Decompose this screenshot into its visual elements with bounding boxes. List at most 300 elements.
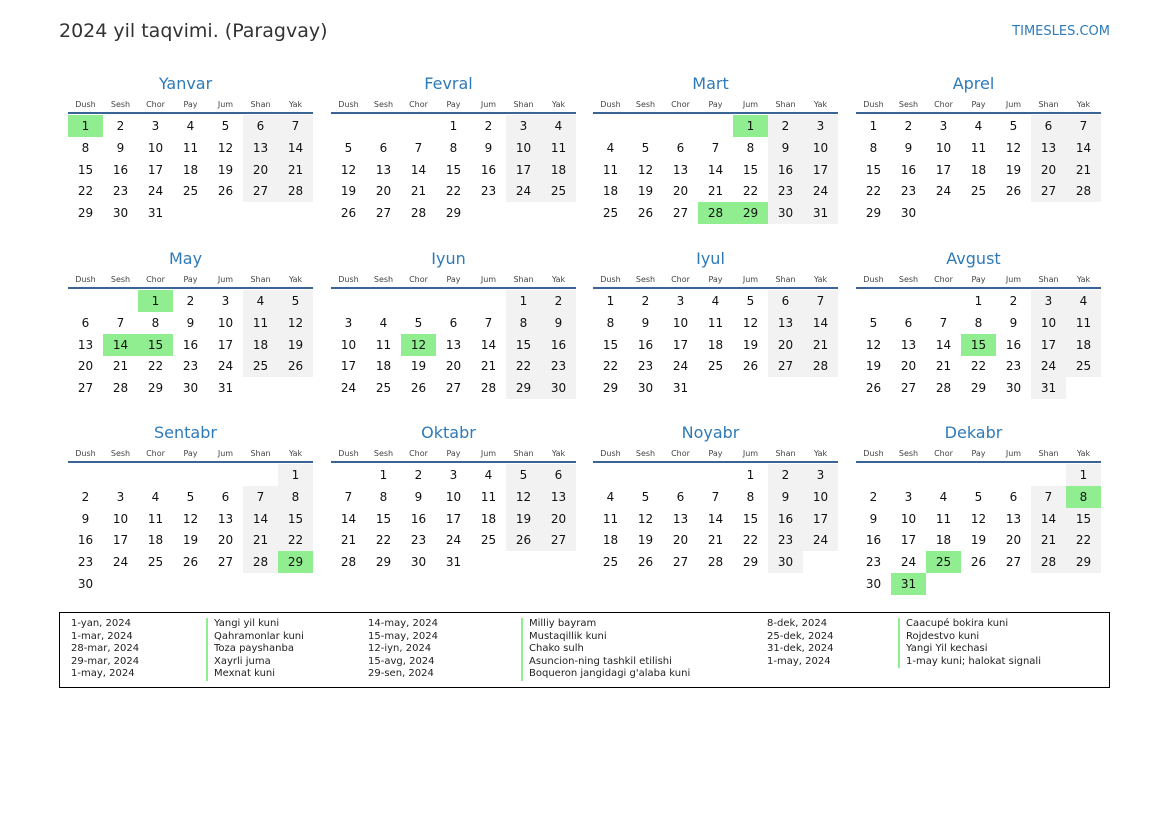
day-cell: 20 <box>1005 533 1022 548</box>
day-cell: 21 <box>707 533 724 548</box>
weekday-label: Chor <box>934 275 953 284</box>
day-cell: 12 <box>637 162 654 177</box>
day-cell: 1 <box>379 468 388 482</box>
day-cell: 3 <box>221 294 230 308</box>
weekday-label: Sesh <box>110 449 131 458</box>
day-cell: 26 <box>1005 184 1022 199</box>
day-cell: 11 <box>147 511 164 526</box>
day-cell: 9 <box>768 486 803 508</box>
day-cell: 26 <box>637 206 654 221</box>
day-cell: 16 <box>1005 337 1022 352</box>
day-cell: 8 <box>151 315 160 330</box>
day-cell: 23 <box>637 359 654 374</box>
day-cell: 1 <box>869 119 878 133</box>
weekday-label: Chor <box>146 275 165 284</box>
holiday-day: 29 <box>733 202 768 224</box>
day-cell: 10 <box>672 315 689 330</box>
legend-date: 1-mar, 2024 <box>71 630 133 642</box>
legend-date: 29-mar, 2024 <box>71 655 140 667</box>
day-cell: 3 <box>676 294 685 308</box>
day-grid <box>593 115 838 247</box>
day-cell: 24 <box>217 359 234 374</box>
weekday-label: Dush <box>600 449 621 458</box>
weekday-label: Pay <box>446 275 461 284</box>
month-title: Dekabr <box>944 423 1003 442</box>
day-cell: 27 <box>768 355 803 377</box>
weekday-label: Yak <box>813 275 828 284</box>
weekday-label: Shan <box>775 275 796 284</box>
brand-link[interactable]: TIMESLES.COM <box>1012 24 1110 39</box>
weekday-header <box>68 98 313 114</box>
legend-holiday-name: Milliy bayram <box>521 618 690 631</box>
day-cell: 29 <box>970 381 987 396</box>
holiday-day: 1 <box>138 290 173 312</box>
day-cell: 27 <box>77 381 94 396</box>
day-cell: 29 <box>865 206 882 221</box>
day-cell: 3 <box>803 115 838 137</box>
day-cell: 13 <box>900 337 917 352</box>
day-cell: 16 <box>768 508 803 530</box>
day-cell: 23 <box>112 184 129 199</box>
legend-date: 1-may, 2024 <box>71 668 135 679</box>
day-grid <box>856 464 1101 596</box>
day-cell: 4 <box>243 290 278 312</box>
day-cell: 23 <box>768 529 803 551</box>
day-cell: 25 <box>707 359 724 374</box>
day-cell: 6 <box>379 140 388 155</box>
day-cell: 8 <box>449 140 458 155</box>
legend-holiday-name: Qahramonlar kuni <box>206 631 304 644</box>
weekday-label: Sesh <box>898 275 919 284</box>
day-cell: 31 <box>672 381 689 396</box>
day-grid <box>331 115 576 247</box>
day-cell: 19 <box>217 162 234 177</box>
legend-date: 25-dek, 2024 <box>767 630 834 642</box>
day-cell: 18 <box>935 533 952 548</box>
day-cell: 28 <box>340 555 357 570</box>
day-cell: 5 <box>1009 119 1018 133</box>
day-cell: 9 <box>116 140 125 155</box>
day-cell: 1 <box>1066 464 1101 486</box>
day-cell: 25 <box>375 381 392 396</box>
weekday-label: Sesh <box>110 275 131 284</box>
day-cell: 16 <box>112 162 129 177</box>
day-cell: 23 <box>77 555 94 570</box>
day-cell: 15 <box>77 162 94 177</box>
day-cell: 25 <box>602 206 619 221</box>
day-cell: 7 <box>116 315 125 330</box>
day-cell: 29 <box>602 381 619 396</box>
legend-holiday-name: Mexnat kuni <box>206 668 304 681</box>
day-cell: 9 <box>81 511 90 526</box>
weekday-label: Pay <box>183 100 198 109</box>
day-cell: 14 <box>243 508 278 530</box>
holiday-day: 1 <box>733 115 768 137</box>
weekday-label: Yak <box>288 100 303 109</box>
legend-holiday-name: Rojdestvo kuni <box>898 631 1041 644</box>
day-cell: 18 <box>375 359 392 374</box>
weekday-header <box>331 273 576 289</box>
day-cell: 15 <box>602 337 619 352</box>
weekday-label: Dush <box>338 275 359 284</box>
day-cell: 30 <box>541 377 576 399</box>
day-cell: 22 <box>77 184 94 199</box>
day-cell: 14 <box>707 511 724 526</box>
day-cell: 2 <box>81 489 90 504</box>
day-cell: 27 <box>900 381 917 396</box>
day-cell: 29 <box>742 555 759 570</box>
day-cell: 1 <box>606 294 615 308</box>
day-cell: 12 <box>970 511 987 526</box>
day-cell: 18 <box>602 184 619 199</box>
weekday-label: Jum <box>217 100 234 109</box>
weekday-label: Sesh <box>635 275 656 284</box>
day-cell: 5 <box>641 489 650 504</box>
weekday-label: Shan <box>250 100 271 109</box>
day-cell: 17 <box>935 162 952 177</box>
day-cell: 16 <box>768 159 803 181</box>
day-cell: 20 <box>900 359 917 374</box>
day-cell: 28 <box>803 355 838 377</box>
day-cell: 23 <box>900 184 917 199</box>
day-cell: 5 <box>506 464 541 486</box>
day-cell: 13 <box>672 511 689 526</box>
day-cell: 4 <box>606 489 615 504</box>
day-cell: 9 <box>904 140 913 155</box>
day-cell: 17 <box>803 508 838 530</box>
day-cell: 19 <box>182 533 199 548</box>
day-cell: 19 <box>340 184 357 199</box>
day-cell: 18 <box>182 162 199 177</box>
day-cell: 5 <box>344 140 353 155</box>
day-cell: 12 <box>637 511 654 526</box>
day-cell: 17 <box>900 533 917 548</box>
day-cell: 9 <box>186 315 195 330</box>
day-cell: 30 <box>1005 381 1022 396</box>
day-cell: 29 <box>1066 551 1101 573</box>
day-cell: 21 <box>112 359 129 374</box>
day-cell: 23 <box>480 184 497 199</box>
day-cell: 26 <box>410 381 427 396</box>
day-cell: 25 <box>541 180 576 202</box>
day-cell: 17 <box>445 511 462 526</box>
month-title: Yanvar <box>158 74 213 93</box>
day-cell: 2 <box>541 290 576 312</box>
day-cell: 17 <box>340 359 357 374</box>
day-grid <box>68 290 313 422</box>
day-cell: 22 <box>506 355 541 377</box>
weekday-label: Sesh <box>635 100 656 109</box>
day-cell: 18 <box>480 511 497 526</box>
day-cell: 24 <box>803 180 838 202</box>
month-noyabr <box>593 422 838 596</box>
day-cell: 28 <box>112 381 129 396</box>
weekday-label: Pay <box>183 449 198 458</box>
weekday-label: Shan <box>250 275 271 284</box>
day-cell: 15 <box>506 334 541 356</box>
day-cell: 30 <box>77 577 94 591</box>
day-cell: 13 <box>375 162 392 177</box>
month-title: Iyun <box>431 249 466 268</box>
day-cell: 22 <box>445 184 462 199</box>
day-cell: 12 <box>217 140 234 155</box>
day-cell: 6 <box>904 315 913 330</box>
legend-holiday-name: Boqueron jangidagi g'alaba kuni <box>521 668 690 681</box>
day-cell: 19 <box>637 184 654 199</box>
day-cell: 2 <box>869 489 878 504</box>
day-cell: 27 <box>375 206 392 221</box>
day-cell: 23 <box>541 355 576 377</box>
day-cell: 10 <box>1031 312 1066 334</box>
day-cell: 26 <box>865 381 882 396</box>
day-cell: 15 <box>445 162 462 177</box>
month-fevral <box>331 73 576 247</box>
day-cell: 13 <box>541 486 576 508</box>
day-cell: 4 <box>151 489 160 504</box>
weekday-label: Dush <box>600 100 621 109</box>
legend-dates <box>368 618 438 681</box>
day-cell: 20 <box>375 184 392 199</box>
month-title: Noyabr <box>681 423 740 442</box>
weekday-label: Shan <box>775 100 796 109</box>
day-cell: 28 <box>1066 180 1101 202</box>
day-cell: 8 <box>746 489 755 504</box>
day-cell: 26 <box>278 355 313 377</box>
day-cell: 9 <box>641 315 650 330</box>
weekday-label: Yak <box>813 449 828 458</box>
weekday-label: Chor <box>146 100 165 109</box>
weekday-label: Dush <box>75 275 96 284</box>
day-cell: 10 <box>445 489 462 504</box>
day-cell: 10 <box>112 511 129 526</box>
day-cell: 19 <box>865 359 882 374</box>
day-cell: 26 <box>637 555 654 570</box>
day-cell: 1 <box>746 468 755 482</box>
holiday-day: 15 <box>138 334 173 356</box>
day-cell: 28 <box>707 555 724 570</box>
day-cell: 6 <box>449 315 458 330</box>
legend-date: 8-dek, 2024 <box>767 618 828 629</box>
weekday-label: Shan <box>1038 100 1059 109</box>
day-cell: 22 <box>1066 529 1101 551</box>
day-cell: 8 <box>278 486 313 508</box>
day-cell: 17 <box>506 159 541 181</box>
day-cell: 5 <box>746 294 755 308</box>
day-cell: 8 <box>506 312 541 334</box>
day-cell: 9 <box>869 511 878 526</box>
day-cell: 8 <box>974 315 983 330</box>
day-cell: 29 <box>77 206 94 221</box>
day-cell: 7 <box>344 489 353 504</box>
day-cell: 20 <box>77 359 94 374</box>
legend-holiday-name: 1-may kuni; halokat signali <box>898 656 1041 669</box>
month-title: Sentabr <box>154 423 217 442</box>
day-cell: 14 <box>1031 508 1066 530</box>
day-cell: 16 <box>77 533 94 548</box>
day-cell: 26 <box>742 359 759 374</box>
day-cell: 28 <box>410 206 427 221</box>
day-cell: 15 <box>742 511 759 526</box>
day-cell: 6 <box>676 140 685 155</box>
month-dekabr <box>856 422 1101 596</box>
weekday-label: Dush <box>863 275 884 284</box>
weekday-label: Pay <box>446 100 461 109</box>
day-cell: 15 <box>375 511 392 526</box>
day-cell: 16 <box>480 162 497 177</box>
day-cell: 18 <box>707 337 724 352</box>
day-cell: 30 <box>900 206 917 221</box>
day-cell: 24 <box>112 555 129 570</box>
day-cell: 11 <box>375 337 392 352</box>
day-cell: 28 <box>480 381 497 396</box>
day-grid <box>68 115 313 247</box>
day-cell: 11 <box>970 140 987 155</box>
day-cell: 25 <box>182 184 199 199</box>
weekday-header <box>331 447 576 463</box>
weekday-label: Yak <box>551 100 566 109</box>
legend-date: 31-dek, 2024 <box>767 643 834 654</box>
day-cell: 7 <box>484 315 493 330</box>
legend-date: 14-may, 2024 <box>368 618 438 629</box>
day-cell: 10 <box>803 486 838 508</box>
day-cell: 10 <box>506 137 541 159</box>
day-cell: 2 <box>768 464 803 486</box>
weekday-label: Jum <box>480 100 497 109</box>
day-cell: 20 <box>672 533 689 548</box>
day-cell: 17 <box>1031 334 1066 356</box>
day-cell: 17 <box>672 337 689 352</box>
day-cell: 14 <box>1066 137 1101 159</box>
day-cell: 17 <box>217 337 234 352</box>
day-cell: 30 <box>768 202 803 224</box>
month-aprel <box>856 73 1101 247</box>
day-cell: 2 <box>484 119 493 133</box>
day-cell: 5 <box>641 140 650 155</box>
month-title: May <box>168 249 203 268</box>
day-cell: 8 <box>869 140 878 155</box>
day-cell: 24 <box>506 180 541 202</box>
day-cell: 11 <box>707 315 724 330</box>
legend-holiday-name: Asuncion-ning tashkil etilishi <box>521 656 690 669</box>
legend-date: 28-mar, 2024 <box>71 643 140 654</box>
day-cell: 18 <box>243 334 278 356</box>
day-cell: 22 <box>602 359 619 374</box>
day-cell: 18 <box>970 162 987 177</box>
day-cell: 13 <box>1005 511 1022 526</box>
weekday-label: Dush <box>863 449 884 458</box>
weekday-label: Jum <box>217 449 234 458</box>
weekday-label: Pay <box>708 275 723 284</box>
month-title: Mart <box>692 74 729 93</box>
day-cell: 14 <box>278 137 313 159</box>
weekday-label: Chor <box>409 100 428 109</box>
day-cell: 1 <box>278 464 313 486</box>
month-title: Avgust <box>946 249 1001 268</box>
day-cell: 4 <box>484 468 493 482</box>
day-grid <box>331 464 576 596</box>
weekday-header <box>331 98 576 114</box>
day-cell: 28 <box>278 180 313 202</box>
day-cell: 1 <box>449 119 458 133</box>
day-cell: 3 <box>151 119 160 133</box>
day-cell: 21 <box>480 359 497 374</box>
day-cell: 16 <box>637 337 654 352</box>
day-cell: 21 <box>803 334 838 356</box>
day-cell: 20 <box>217 533 234 548</box>
day-cell: 30 <box>182 381 199 396</box>
day-cell: 21 <box>340 533 357 548</box>
day-cell: 30 <box>865 577 882 591</box>
day-cell: 30 <box>637 381 654 396</box>
weekday-label: Pay <box>708 449 723 458</box>
day-cell: 22 <box>742 533 759 548</box>
day-cell: 31 <box>445 555 462 570</box>
legend-holiday-name: Yangi Yil kechasi <box>898 643 1041 656</box>
day-cell: 31 <box>217 381 234 396</box>
day-cell: 7 <box>1031 486 1066 508</box>
month-sentabr <box>68 422 313 596</box>
day-cell: 27 <box>672 555 689 570</box>
day-cell: 13 <box>445 337 462 352</box>
day-cell: 25 <box>480 533 497 548</box>
day-cell: 13 <box>768 312 803 334</box>
day-cell: 21 <box>935 359 952 374</box>
day-cell: 17 <box>803 159 838 181</box>
day-cell: 9 <box>541 312 576 334</box>
day-cell: 20 <box>1031 159 1066 181</box>
weekday-label: Sesh <box>635 449 656 458</box>
day-cell: 8 <box>746 140 755 155</box>
day-cell: 23 <box>182 359 199 374</box>
day-cell: 26 <box>182 555 199 570</box>
weekday-label: Shan <box>1038 275 1059 284</box>
day-cell: 7 <box>803 290 838 312</box>
month-yanvar <box>68 73 313 247</box>
day-cell: 22 <box>375 533 392 548</box>
day-cell: 4 <box>606 140 615 155</box>
day-cell: 12 <box>742 315 759 330</box>
day-cell: 11 <box>541 137 576 159</box>
weekday-label: Jum <box>1005 100 1022 109</box>
day-cell: 21 <box>278 159 313 181</box>
day-cell: 23 <box>410 533 427 548</box>
holiday-day: 14 <box>103 334 138 356</box>
day-cell: 11 <box>1066 312 1101 334</box>
day-cell: 29 <box>445 206 462 221</box>
day-cell: 26 <box>217 184 234 199</box>
day-cell: 8 <box>81 140 90 155</box>
month-oktabr <box>331 422 576 596</box>
day-cell: 29 <box>506 377 541 399</box>
weekday-label: Chor <box>146 449 165 458</box>
weekday-label: Yak <box>288 449 303 458</box>
month-title: Oktabr <box>421 423 476 442</box>
month-iyun <box>331 248 576 422</box>
day-cell: 27 <box>217 555 234 570</box>
day-cell: 3 <box>116 489 125 504</box>
day-cell: 19 <box>506 508 541 530</box>
legend-date: 12-iyn, 2024 <box>368 643 432 654</box>
day-cell: 6 <box>541 464 576 486</box>
day-cell: 11 <box>602 511 619 526</box>
page-title: 2024 yil taqvimi. (Paragvay) <box>59 20 328 42</box>
day-cell: 18 <box>147 533 164 548</box>
holiday-legend <box>59 612 1110 688</box>
day-cell: 21 <box>1066 159 1101 181</box>
day-cell: 5 <box>278 290 313 312</box>
weekday-label: Pay <box>971 275 986 284</box>
day-cell: 16 <box>865 533 882 548</box>
